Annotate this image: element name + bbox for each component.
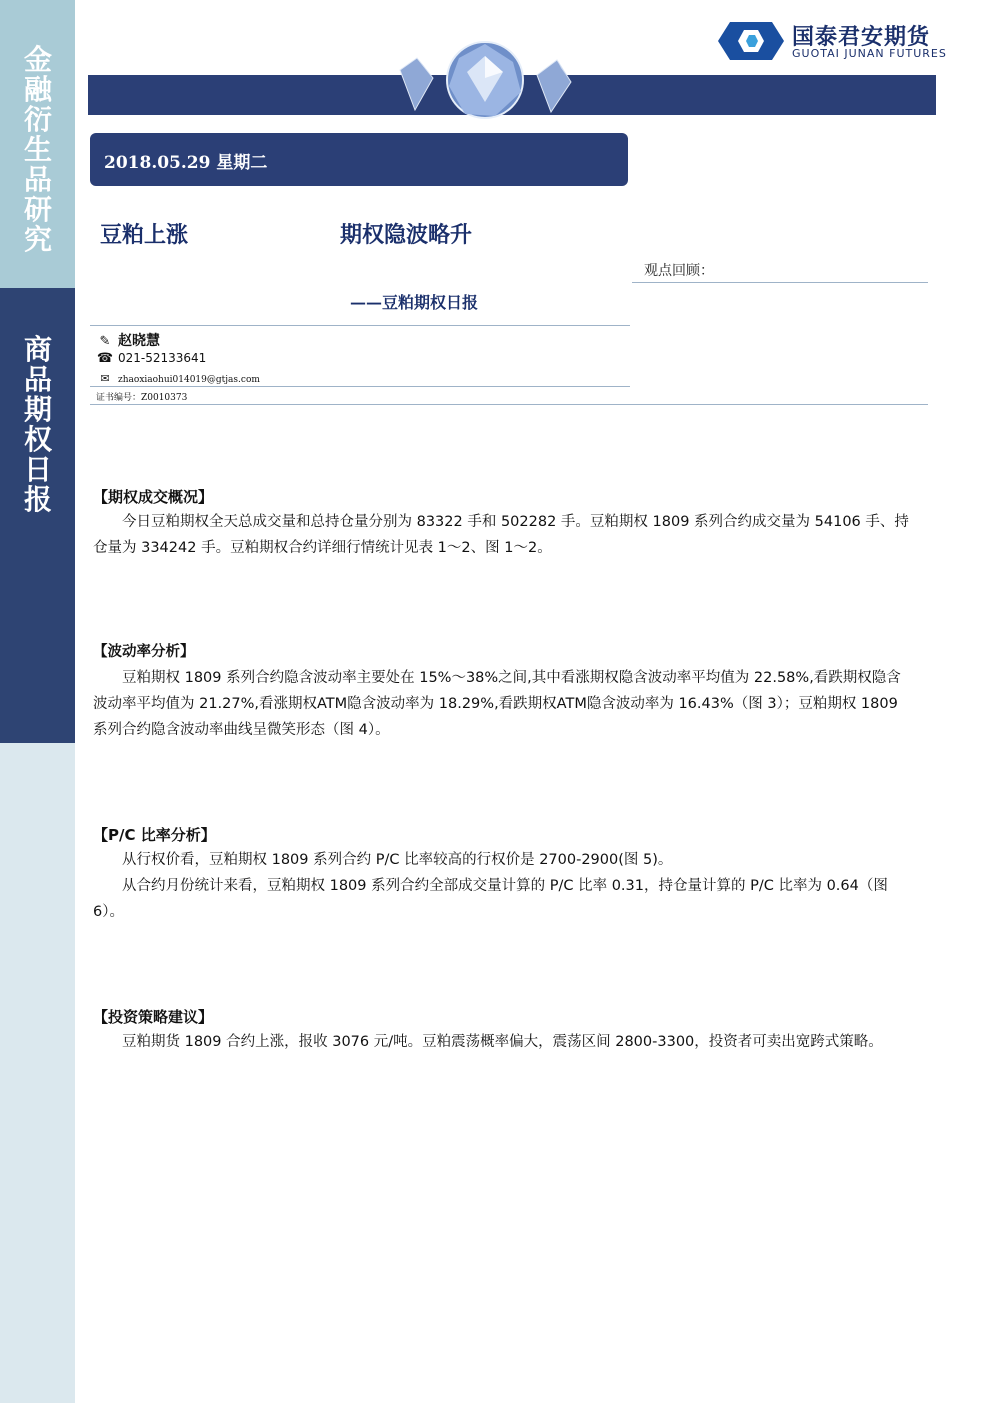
author-bottom-divider — [90, 404, 928, 405]
section-volatility — [93, 639, 915, 665]
author-top-divider — [90, 325, 630, 326]
company-name-en: GUOTAI JUNAN FUTURES — [792, 47, 947, 60]
date-banner — [90, 133, 628, 186]
section-heading-volume: 【期权成交概况】 — [93, 488, 214, 506]
report-date: 2018.05.29 星期二 — [104, 153, 268, 173]
section-heading-pc-ratio: 【P/C 比率分析】 — [93, 826, 216, 844]
author-email[interactable]: zhaoxiaohui014019@gtjas.com — [118, 375, 260, 385]
section-paragraph-strategy: 豆粕期货 1809 合约上涨，报收 3076 元/吨。豆粕震荡概率偏大，震荡区间 2800-3300，投资者可卖出宽跨式策略。 — [122, 1034, 883, 1050]
section-paragraph-pc-strike: 从行权价看，豆粕期权 1809 系列合约 P/C 比率较高的行权价是 2700-2900(图 5)。 — [122, 852, 673, 868]
section-paragraph-volume: 今日豆粕期权全天总成交量和总持仓量分别为 83322 手和 502282 手。豆粕期权 1809 系列合约成交量为 54106 手、持仓量为 334242 手。豆粕期权合约详细行情统计见表 1～2、图 1～2。 — [93, 514, 909, 556]
company-name-cn: 国泰君安期货 — [792, 25, 931, 50]
section-heading-strategy: 【投资策略建议】 — [93, 1008, 214, 1026]
envelope-icon: ✉ — [100, 372, 110, 385]
section-paragraph-volatility: 豆粕期权 1809 系列合约隐含波动率主要处在 15%～38%之间,其中看涨期权隐含波动率平均值为 22.58%,看跌期权隐含波动率平均值为 21.27%,看涨期权ATM隐含波动率为 18.29%,看跌期权ATM隐含波动率为 16.43%（图 3）；豆粕期权 1809 系列合约隐含波动率曲线呈微笑形态（图 4）。 — [93, 670, 901, 738]
section-paragraph-pc-month: 从合约月份统计来看，豆粕期权 1809 系列合约全部成交量计算的 P/C 比率 0.31，持仓量计算的 P/C 比率为 0.64（图 6）。 — [93, 878, 888, 920]
sidebar-bottom-band — [0, 743, 75, 1403]
author-mid-divider — [90, 386, 630, 387]
author-cert: 证书编号：Z0010373 — [96, 393, 188, 403]
phone-icon: ☎ — [96, 351, 114, 366]
author-email-row — [96, 372, 260, 385]
sidebar-category-label: 金 融 衍 生 品 研 究 — [23, 43, 52, 256]
headline-right: 期权隐波略升 — [340, 222, 473, 248]
pencil-icon: ✎ — [99, 334, 111, 349]
author-name-row — [96, 330, 160, 350]
report-subtitle: ——豆粕期权日报 — [350, 293, 479, 312]
viewpoint-divider — [632, 282, 928, 283]
headline-left: 豆粕上涨 — [100, 222, 189, 248]
diamond-decoration-icon — [395, 40, 575, 130]
author-phone-row — [96, 351, 206, 366]
sidebar-report-type-label: 商 品 期 权 日 报 — [23, 333, 52, 516]
author-phone: 021-52133641 — [118, 351, 207, 365]
section-heading-volatility: 【波动率分析】 — [93, 644, 195, 660]
viewpoint-label: 观点回顾： — [644, 263, 714, 279]
author-name: 赵晓慧 — [118, 333, 160, 349]
company-logo-icon — [716, 20, 786, 62]
